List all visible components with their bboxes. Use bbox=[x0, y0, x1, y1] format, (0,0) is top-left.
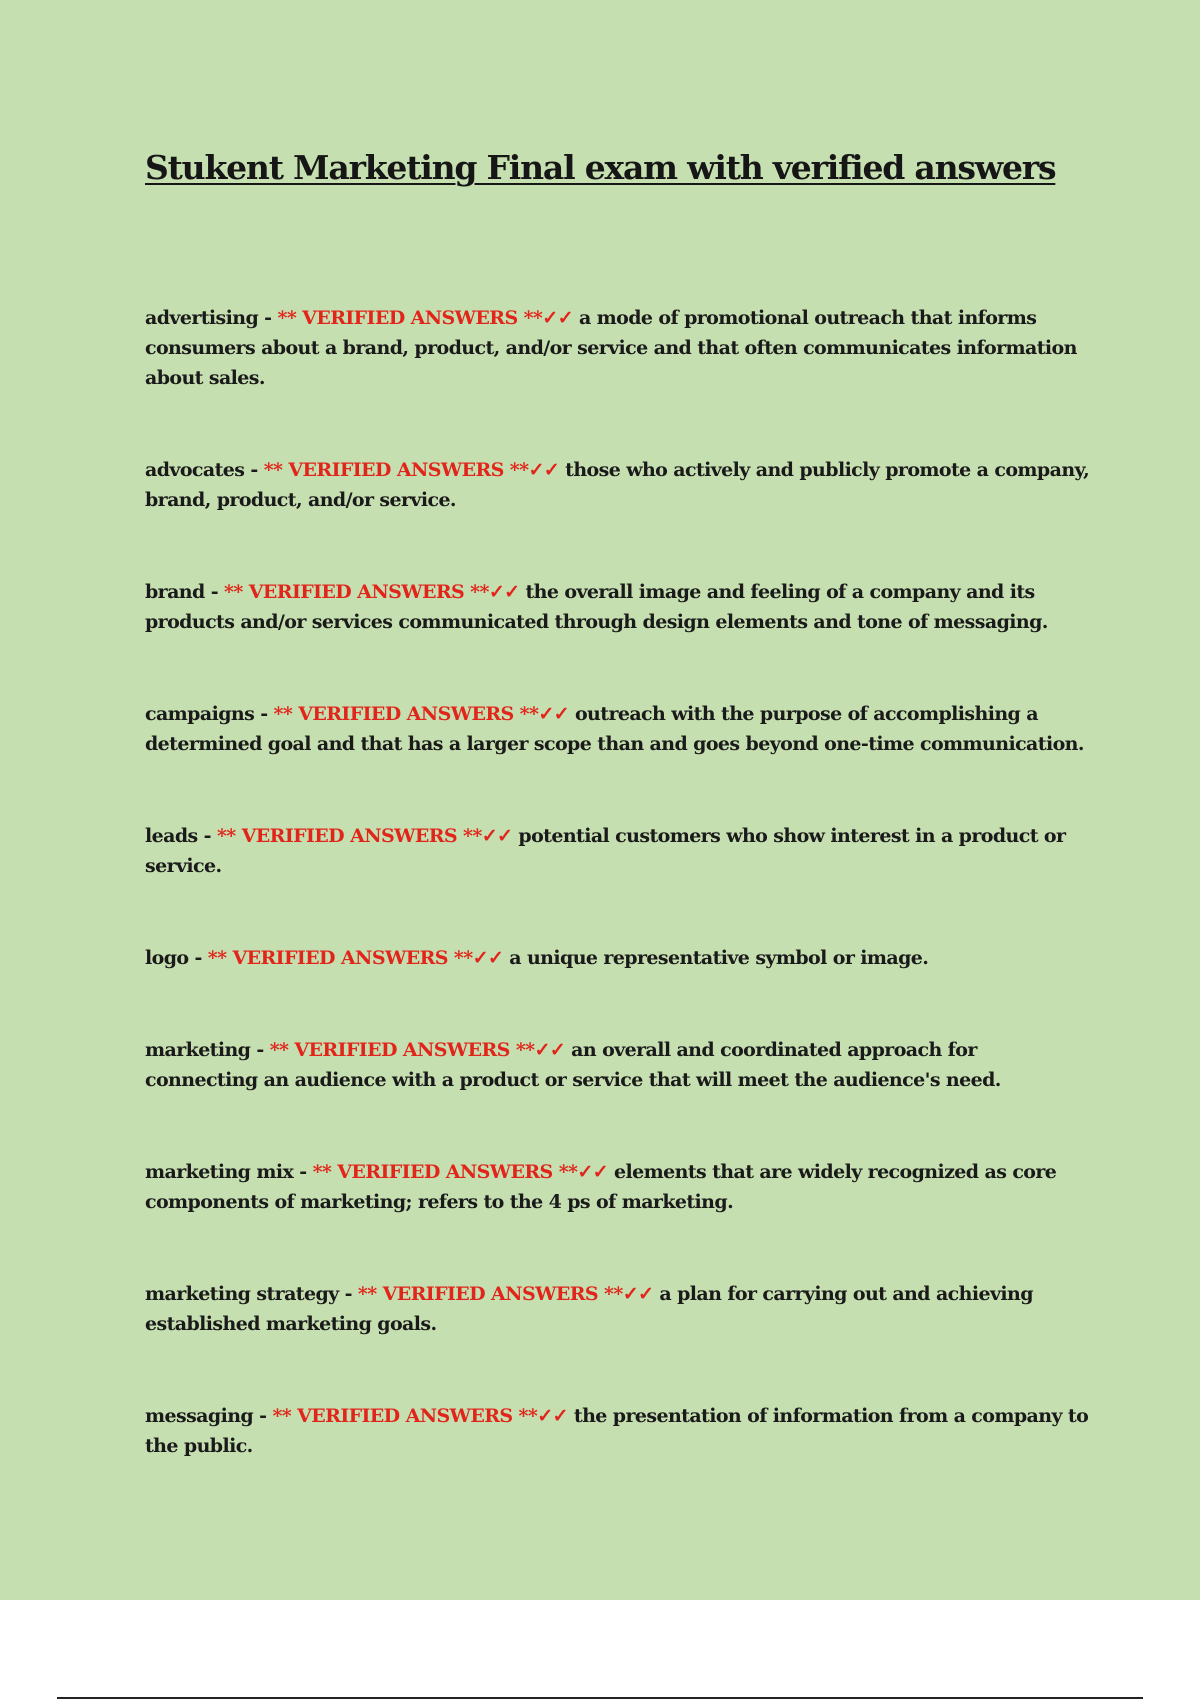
entry-definition: a plan for carrying out and achieving established marketing goals. bbox=[145, 1283, 1033, 1335]
entry-separator: - bbox=[338, 1283, 358, 1305]
entry-term: messaging bbox=[145, 1405, 254, 1427]
entry-definition: those who actively and publicly promote a company, brand, product, and/or service. bbox=[145, 459, 1090, 511]
verified-answers-tag: ** VERIFIED ANSWERS **✓✓ bbox=[357, 1283, 654, 1305]
glossary-entry bbox=[145, 1035, 1090, 1095]
entry-term: campaigns bbox=[145, 703, 255, 725]
entry-separator: - bbox=[253, 1405, 273, 1427]
entry-definition: an overall and coordinated approach for connecting an audience with a product or service that will meet the audience's need. bbox=[145, 1039, 1001, 1091]
verified-answers-tag: ** VERIFIED ANSWERS **✓✓ bbox=[269, 1039, 566, 1061]
glossary-entry bbox=[145, 303, 1090, 393]
verified-answers-tag: ** VERIFIED ANSWERS **✓✓ bbox=[263, 459, 560, 481]
entry-term: brand bbox=[145, 581, 205, 603]
entry-definition: a unique representative symbol or image. bbox=[509, 947, 929, 969]
entry-separator: - bbox=[197, 825, 217, 847]
entry-term: marketing strategy bbox=[145, 1283, 339, 1305]
entry-definition: elements that are widely recognized as core components of marketing; refers to the 4 ps of marketing. bbox=[145, 1161, 1057, 1213]
entry-definition: potential customers who show interest in a product or service. bbox=[145, 825, 1066, 877]
entry-definition: a mode of promotional outreach that informs consumers about a brand, product, and/or service and that often communicates information about sales. bbox=[145, 307, 1077, 389]
entry-term: marketing bbox=[145, 1039, 251, 1061]
entry-separator: - bbox=[254, 703, 274, 725]
glossary-entry bbox=[145, 577, 1090, 637]
glossary-entry bbox=[145, 1401, 1090, 1461]
verified-answers-tag: ** VERIFIED ANSWERS **✓✓ bbox=[224, 581, 520, 603]
glossary-entry bbox=[145, 455, 1090, 515]
verified-answers-tag: ** VERIFIED ANSWERS **✓✓ bbox=[312, 1161, 609, 1183]
entry-term: leads bbox=[145, 825, 198, 847]
entry-definition: the overall image and feeling of a company and its products and/or services communicated through design elements and tone of messaging. bbox=[145, 581, 1048, 633]
entry-definition: outreach with the purpose of accomplishing a determined goal and that has a larger scope than and goes beyond one-time communication. bbox=[145, 703, 1084, 755]
entry-term: advertising bbox=[145, 307, 259, 329]
entry-definition: the presentation of information from a company to the public. bbox=[145, 1405, 1089, 1457]
entry-separator: - bbox=[250, 1039, 270, 1061]
verified-answers-tag: ** VERIFIED ANSWERS **✓✓ bbox=[207, 947, 504, 969]
glossary-entry bbox=[145, 1157, 1090, 1217]
entry-separator: - bbox=[204, 581, 225, 603]
document-title: Stukent Marketing Final exam with verified answers bbox=[145, 148, 1056, 187]
verified-answers-tag: ** VERIFIED ANSWERS **✓✓ bbox=[273, 703, 569, 725]
entry-separator: - bbox=[293, 1161, 313, 1183]
glossary-entry bbox=[145, 821, 1090, 881]
verified-answers-tag: ** VERIFIED ANSWERS **✓✓ bbox=[216, 825, 513, 847]
glossary-list bbox=[145, 303, 1090, 1461]
verified-answers-tag: ** VERIFIED ANSWERS **✓✓ bbox=[272, 1405, 568, 1427]
entry-separator: - bbox=[188, 947, 208, 969]
glossary-entry bbox=[145, 1279, 1090, 1339]
entry-separator: - bbox=[258, 307, 278, 329]
entry-term: advocates bbox=[145, 459, 245, 481]
glossary-entry bbox=[145, 699, 1090, 759]
entry-term: marketing mix bbox=[145, 1161, 294, 1183]
verified-answers-tag: ** VERIFIED ANSWERS **✓✓ bbox=[277, 307, 573, 329]
entry-separator: - bbox=[244, 459, 264, 481]
glossary-entry bbox=[145, 943, 1090, 973]
entry-term: logo bbox=[145, 947, 189, 969]
page-footer-rule bbox=[57, 1697, 1143, 1699]
